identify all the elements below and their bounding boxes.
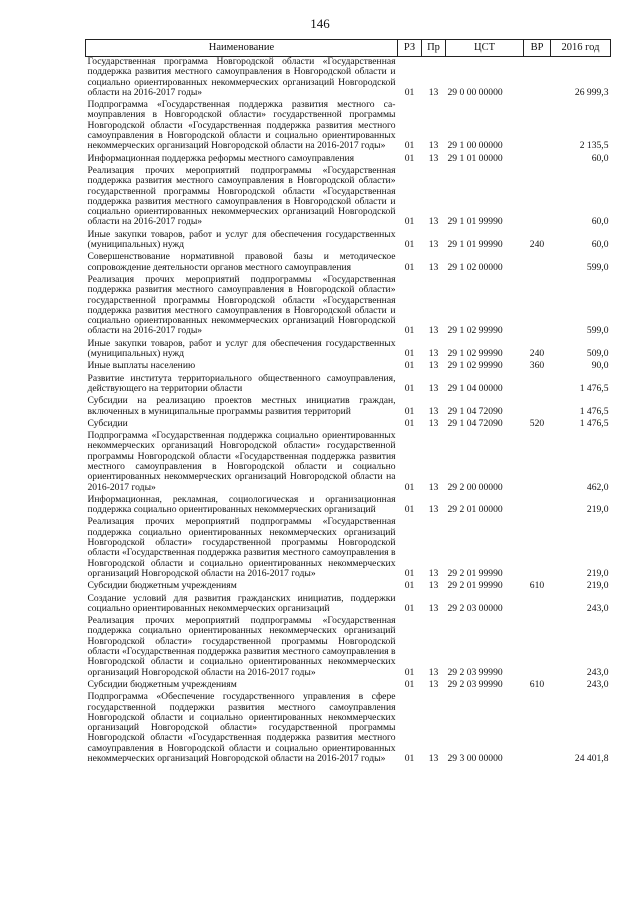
row-name: Создание условий для развития гражданских инициатив, поддержки социально ориентированных некоммерческих организаций <box>87 592 396 614</box>
row-rz: 01 <box>404 216 415 228</box>
row-vr <box>524 252 551 275</box>
row-amount: 60,0 <box>591 152 609 164</box>
row-cst: 29 1 01 00000 <box>447 152 503 164</box>
row-pr: 13 <box>428 261 439 273</box>
table-row <box>86 396 611 419</box>
row-cst: 29 3 00 00000 <box>447 753 503 764</box>
row-amount: 243,0 <box>586 602 609 614</box>
row-vr <box>524 431 551 495</box>
row-amount: 243,0 <box>586 666 609 678</box>
row-rz: 01 <box>404 580 415 592</box>
row-cst: 29 1 04 72090 <box>447 417 503 429</box>
row-amount: 219,0 <box>586 567 609 579</box>
row-cst: 29 0 00 00000 <box>447 86 503 98</box>
row-pr: 13 <box>428 382 439 394</box>
row-pr: 13 <box>428 678 439 690</box>
row-rz: 01 <box>404 86 415 98</box>
table-row <box>86 616 611 680</box>
row-name: Субсидии <box>87 417 128 429</box>
row-name: Реализация прочих мероприятий подпрограммы «Государственная поддержка развития местного самоуправления в Новгородской области» государственной программы Новгородской области «Государственная поддержка развития местного самоуправления в Новгородской области и социально ориентированных некоммерческих организаций Новгородской области на 2016-2017 годы» <box>87 164 396 228</box>
row-pr: 13 <box>428 348 439 360</box>
row-name: Совершенствование нормативной правовой базы и методическое сопровождение деятельности органов местного самоуправления <box>87 251 396 273</box>
row-amount: 1 476,5 <box>579 417 609 429</box>
row-rz: 01 <box>404 678 415 690</box>
row-rz: 01 <box>404 504 415 516</box>
row-cst: 29 1 01 99990 <box>447 239 503 251</box>
table-row <box>86 594 611 617</box>
row-vr: 520 <box>529 417 545 429</box>
row-rz: 01 <box>404 325 415 337</box>
table-row <box>86 275 611 339</box>
row-amount: 243,0 <box>586 678 609 690</box>
row-cst: 29 1 04 00000 <box>447 382 503 394</box>
row-pr: 13 <box>428 405 439 417</box>
row-amount: 24 401,8 <box>574 753 609 764</box>
row-vr <box>524 594 551 617</box>
row-cst: 29 1 01 99990 <box>447 216 503 228</box>
row-vr <box>524 495 551 518</box>
row-cst: 29 2 01 00000 <box>447 504 503 516</box>
row-vr <box>524 275 551 339</box>
table-row <box>86 495 611 518</box>
row-name: Государственная программа Новгородской области «Государственная поддержка развития местного самоуправления в Новгородской области и социально ориентированных некоммерческих организаций Новгородской области на 2016-2017 годы» <box>87 56 396 98</box>
table-row <box>86 252 611 275</box>
row-pr: 13 <box>428 504 439 516</box>
row-pr: 13 <box>428 360 439 372</box>
row-vr <box>524 166 551 230</box>
table-row <box>86 166 611 230</box>
table-row <box>86 517 611 581</box>
row-vr <box>524 517 551 581</box>
table-row <box>86 361 611 373</box>
row-amount: 509,0 <box>586 348 609 360</box>
table-row <box>86 57 611 101</box>
row-rz: 01 <box>404 602 415 614</box>
header-pr: Пр <box>422 40 446 57</box>
row-rz: 01 <box>404 567 415 579</box>
row-vr <box>524 396 551 419</box>
row-cst: 29 2 01 99990 <box>447 580 503 592</box>
row-rz: 01 <box>404 239 415 251</box>
row-cst: 29 2 00 00000 <box>447 481 503 493</box>
row-name: Реализация прочих мероприятий подпрограммы «Государственная поддержка развития местного самоуправления в Новгородской области» государственной программы Новгородской области «Государственная поддержка развития местного самоуправления в Новгородской области и социально ориентированных некоммерческих организаций Новгородской области на 2016-2017 годы» <box>87 273 396 337</box>
row-rz: 01 <box>404 481 415 493</box>
row-name: Реализация прочих мероприятий подпрограммы «Государственная поддержка социально ориентированных некоммерческих организаций Новгородской области» государственной программы Новгородской области «Государственная поддержка развития местного самоуправления в Новгородской области и социально ориентированных некоммерческих организаций Новгородской области на 2016-2017 годы» <box>87 516 396 579</box>
row-rz: 01 <box>404 348 415 360</box>
header-cst: ЦСТ <box>446 40 524 57</box>
row-vr <box>524 100 551 153</box>
row-pr: 13 <box>428 481 439 493</box>
table-row <box>86 581 611 593</box>
budget-table <box>85 39 611 766</box>
row-vr: 240 <box>529 348 545 360</box>
row-name: Развитие института территориального общественного самоуправления, действующего на территории области <box>87 372 396 394</box>
row-pr: 13 <box>428 239 439 251</box>
table-header-row <box>86 40 611 57</box>
row-cst: 29 1 02 99990 <box>447 360 503 372</box>
row-amount: 599,0 <box>586 325 609 337</box>
row-rz: 01 <box>404 405 415 417</box>
row-rz: 01 <box>404 261 415 273</box>
row-name: Подпрограмма «Государственная поддержка развития местного самоуправления в Новгородской области» государственной программы Новгородской области «Государственная поддержка развития местного самоуправления в Новгородской области и социально ориентированных некоммерческих организаций Новгородской области на 2016-2017 годы» <box>87 99 396 152</box>
row-rz: 01 <box>404 360 415 372</box>
row-cst: 29 1 00 00000 <box>447 140 503 152</box>
row-name: Информационная, рекламная, социологическая и организационная поддержка социально ориентированных некоммерческих организаций <box>87 493 396 516</box>
row-vr: 610 <box>529 678 545 690</box>
row-cst: 29 2 01 99990 <box>447 567 503 579</box>
row-name: Иные закупки товаров, работ и услуг для обеспечения государственных (муниципальных) нужд <box>87 228 396 251</box>
row-rz: 01 <box>404 140 415 152</box>
header-vr: ВР <box>524 40 551 57</box>
row-amount: 219,0 <box>586 504 609 516</box>
row-rz: 01 <box>404 753 415 764</box>
row-amount: 462,0 <box>586 481 609 493</box>
row-cst: 29 2 03 00000 <box>447 602 503 614</box>
row-cst: 29 1 02 99990 <box>447 348 503 360</box>
header-amount: 2016 год <box>551 40 611 57</box>
row-name: Субсидии на реализацию проектов местных инициатив граждан, включенных в муниципальные программы развития территорий <box>87 395 396 417</box>
row-name: Субсидии бюджетным учреждениям <box>87 678 237 690</box>
row-pr: 13 <box>428 666 439 678</box>
row-pr: 13 <box>428 753 439 764</box>
table-row <box>86 230 611 253</box>
row-pr: 13 <box>428 602 439 614</box>
table-row <box>86 100 611 153</box>
row-amount: 2 135,5 <box>579 140 609 152</box>
row-name: Субсидии бюджетным учреждениям <box>87 580 237 592</box>
row-vr: 610 <box>529 580 545 592</box>
row-pr: 13 <box>428 140 439 152</box>
row-name: Подпрограмма «Обеспечение государственного управления в сфере государственной поддержки развития местного самоуправления Новгородской области и социально ориентированных некоммерческих организаций Новгородской области» государственной программы Новгородской области «Государственная поддержка развития местного самоуправления в Новгородской области и социально ориентированных некоммерческих организаций Новгородской области на 2016-2017 годы» <box>87 691 396 764</box>
table-row <box>86 374 611 397</box>
row-rz: 01 <box>404 152 415 164</box>
row-cst: 29 1 02 00000 <box>447 261 503 273</box>
row-rz: 01 <box>404 666 415 678</box>
row-vr <box>524 57 551 101</box>
header-rz: РЗ <box>398 40 422 57</box>
row-pr: 13 <box>428 325 439 337</box>
row-vr: 360 <box>529 360 545 372</box>
row-pr: 13 <box>428 86 439 98</box>
row-amount: 219,0 <box>586 580 609 592</box>
row-amount: 60,0 <box>591 239 609 251</box>
row-vr <box>524 374 551 397</box>
row-pr: 13 <box>428 580 439 592</box>
row-amount: 60,0 <box>591 216 609 228</box>
row-name: Иные закупки товаров, работ и услуг для обеспечения государственных (муниципальных) нужд <box>87 337 396 360</box>
row-name: Реализация прочих мероприятий подпрограммы «Государственная поддержка социально ориентированных некоммерческих организаций Новгородской области» государственной программы Новгородской области «Государственная поддержка развития местного самоуправления в Новгородской области и социально ориентированных некоммерческих организаций Новгородской области на 2016-2017 годы» <box>87 615 396 678</box>
table-row <box>86 431 611 495</box>
row-amount: 1 476,5 <box>579 405 609 417</box>
row-amount: 599,0 <box>586 261 609 273</box>
row-pr: 13 <box>428 152 439 164</box>
row-name: Информационная поддержка реформы местного самоуправления <box>87 152 355 164</box>
row-rz: 01 <box>404 382 415 394</box>
row-amount: 26 999,3 <box>574 86 609 98</box>
row-pr: 13 <box>428 417 439 429</box>
header-name: Наименование <box>86 40 398 57</box>
row-rz: 01 <box>404 417 415 429</box>
row-cst: 29 2 03 99990 <box>447 678 503 690</box>
row-cst: 29 2 03 99990 <box>447 666 503 678</box>
row-vr: 240 <box>529 239 545 251</box>
row-vr <box>524 692 551 766</box>
table-row <box>86 339 611 362</box>
row-amount: 90,0 <box>591 360 609 372</box>
row-pr: 13 <box>428 216 439 228</box>
row-pr: 13 <box>428 567 439 579</box>
row-cst: 29 1 02 99990 <box>447 325 503 337</box>
row-cst: 29 1 04 72090 <box>447 405 503 417</box>
row-name: Подпрограмма «Государственная поддержка социально ориентированных некоммерческих организаций Новгородской области» государственной программы Новгородской области «Государственная поддержка развития местного самоуправления в Новгородской области и социально ориентированных некоммерческих организаций Новгородской области на 2016-2017 годы» <box>87 430 396 493</box>
row-name: Иные выплаты населению <box>87 360 196 372</box>
row-amount: 1 476,5 <box>579 382 609 394</box>
row-vr <box>524 616 551 680</box>
page-number: 146 <box>310 16 330 31</box>
row-vr <box>524 154 551 166</box>
table-row <box>86 692 611 766</box>
